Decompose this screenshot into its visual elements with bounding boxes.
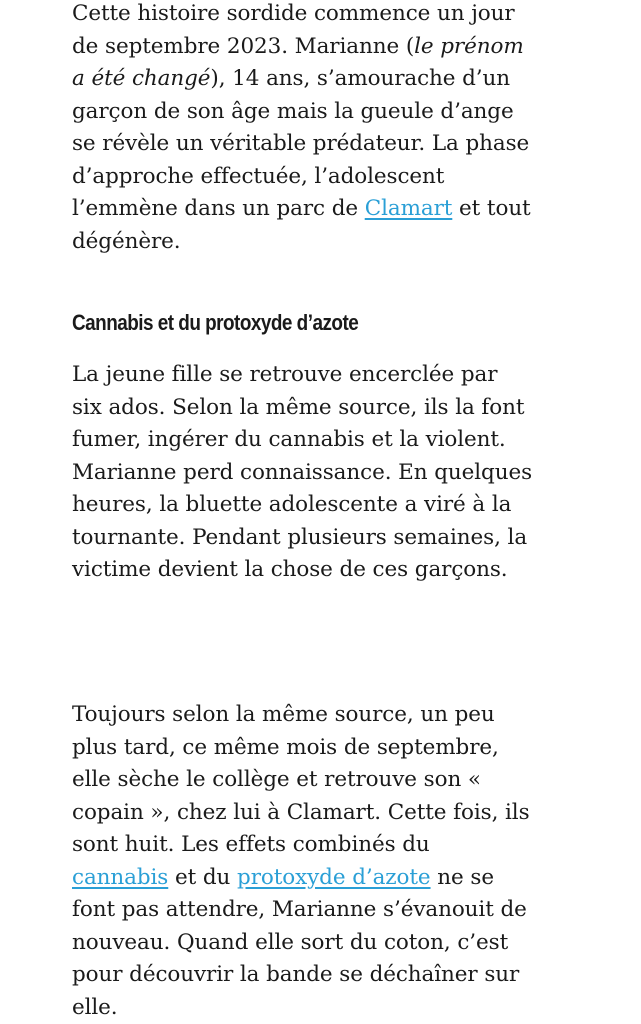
paragraph-text: ), 14 ans, s’amourache d’un garçon de son âge mais la gueule d’ange se révèle un véritable prédateur. La phase d’approche effectuée, l’adolescent l’emmène dans un parc de	[72, 66, 530, 221]
article-paragraph-1	[72, 0, 532, 258]
section-heading: Cannabis et du protoxyde d’azote	[72, 310, 359, 335]
link-clamart[interactable]: Clamart	[364, 196, 453, 221]
link-protoxyde-azote[interactable]: protoxyde d’azote	[237, 864, 431, 890]
paragraph-text: Toujours selon la même source, un peu plus tard, ce même mois de septembre, elle sèche le collège et retrouve son « copain », chez lui à Clamart. Cette fois, ils sont huit. Les effets combinés du	[72, 702, 530, 857]
paragraph-text: Cette histoire sordide commence un jour de septembre 2023. Marianne (	[72, 1, 515, 59]
article-paragraph-2: La jeune fille se retrouve encerclée par six ados. Selon la même source, ils la font fumer, ingérer du cannabis et la violent. Marianne perd connaissance. En quelques heures, la bluette adolescente a viré à la tournante. Pendant plusieurs semaines, la victime devient la chose de ces garçons.	[72, 362, 533, 582]
paragraph-text: ne se font pas attendre, Marianne s’évanouit de nouveau. Quand elle sort du coton, c’est pour découvrir la bande se déchaîner sur elle.	[72, 864, 527, 1020]
paragraph-italic-note: le prénom a été changé	[72, 33, 524, 91]
article-paragraph-3	[72, 699, 532, 1024]
paragraph-text: et du	[168, 864, 238, 890]
paragraph-text: et tout dégénère.	[72, 196, 531, 254]
link-cannabis[interactable]: cannabis	[72, 864, 169, 890]
